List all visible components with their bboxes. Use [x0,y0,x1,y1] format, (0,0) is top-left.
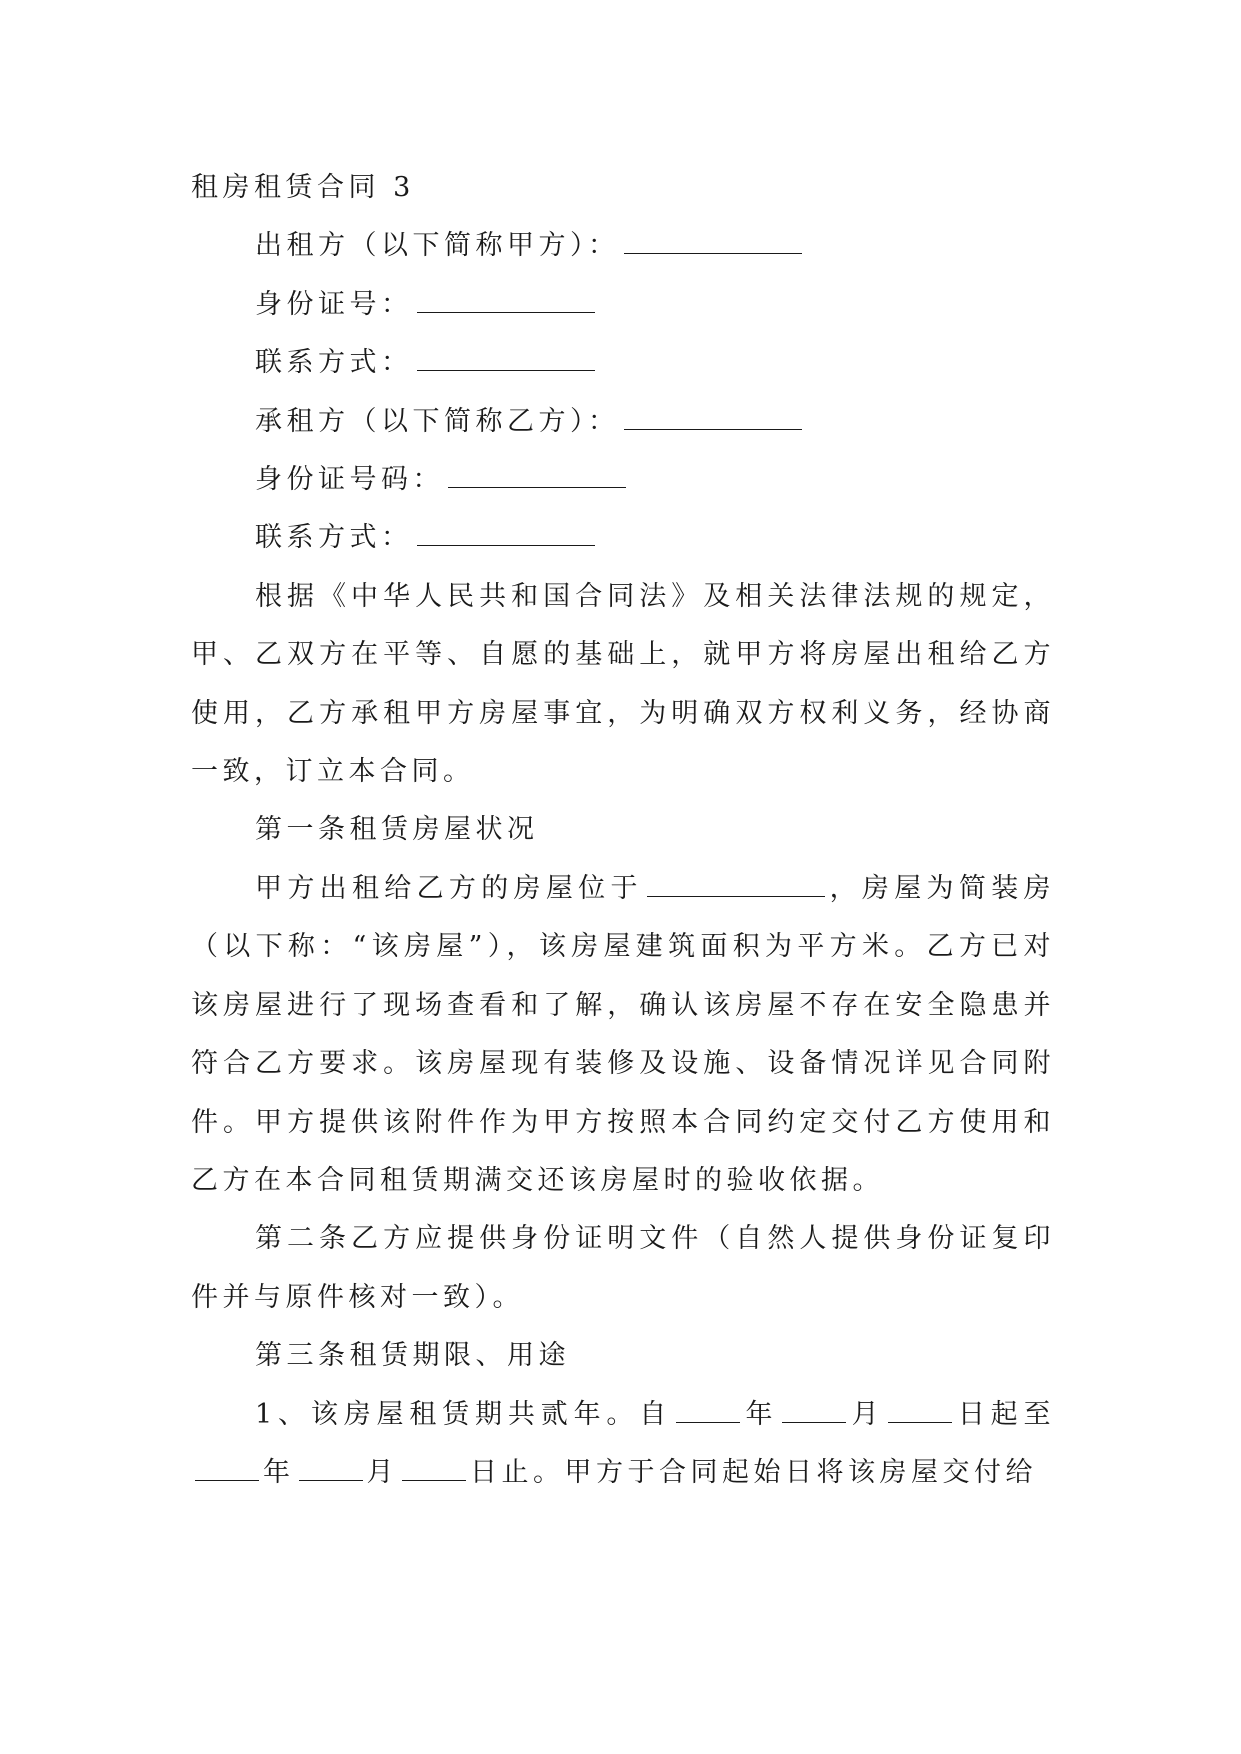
lessee-contact-blank [417,523,595,546]
lessee-line [191,393,1055,451]
lessee-contact-label: 联系方式： [255,522,413,554]
preamble-paragraph: 根据《中华人民共和国合同法》及相关法律法规的规定，甲、乙双方在平等、自愿的基础上，就甲方将房屋出租给乙方使用，乙方承租甲方房屋事宜，为明确双方权利义务，经协商一致，订立本合同。 [191,580,1055,788]
lessor-label: 出租方（以下简称甲方）： [255,230,620,262]
lessee-id-line [191,451,1055,509]
end-year-blank [195,1458,259,1481]
lessee-label: 承租方（以下简称乙方）： [255,405,620,437]
start-day-blank [888,1400,952,1423]
document-title: 租房租赁合同 3 [191,172,415,203]
lessee-contact-line [191,509,1055,567]
lessee-id-blank [448,465,626,488]
article2-paragraph: 第二条乙方应提供身份证明文件（自然人提供身份证复印件并与原件核对一致）。 [191,1223,1055,1313]
lessor-contact-label: 联系方式： [255,347,413,379]
article3-title: 第三条租赁期限、用途 [255,1340,570,1372]
lessor-contact-blank [417,348,595,371]
lessee-blank [624,407,802,430]
lessor-id-label: 身份证号： [255,288,413,320]
lessor-contact-line [191,334,1055,392]
lessee-id-label: 身份证号码： [255,464,444,496]
lessor-id-line [191,276,1055,334]
end-day-blank [402,1458,466,1481]
property-location-blank [647,874,825,897]
article1-paragraph: 甲方出租给乙方的房屋位于 ，房屋为简装房（以下称：“该房屋”），该房屋建筑面积为平方米。乙方已对该房屋进行了现场查看和了解，确认该房屋不存在安全隐患并符合乙方要求。该房屋现有装修及设施、设备情况详见合同附件。甲方提供该附件作为甲方按照本合同约定交付乙方使用和乙方在本合同租赁期满交还该房屋时的验收依据。 [191,872,1056,1196]
article1-title: 第一条租赁房屋状况 [255,814,539,846]
lessor-blank [624,231,802,254]
end-month-blank [299,1458,363,1481]
lessor-id-blank [417,290,595,313]
lessor-line [191,217,1055,275]
start-month-blank [782,1400,846,1423]
document-body [191,159,1055,1502]
start-year-blank [676,1400,740,1423]
article3-item1: 1、该房屋租赁期共贰年。自 年 月 日起至年 月 日止。甲方于合同起始日将该房屋交付给 [191,1386,1055,1503]
